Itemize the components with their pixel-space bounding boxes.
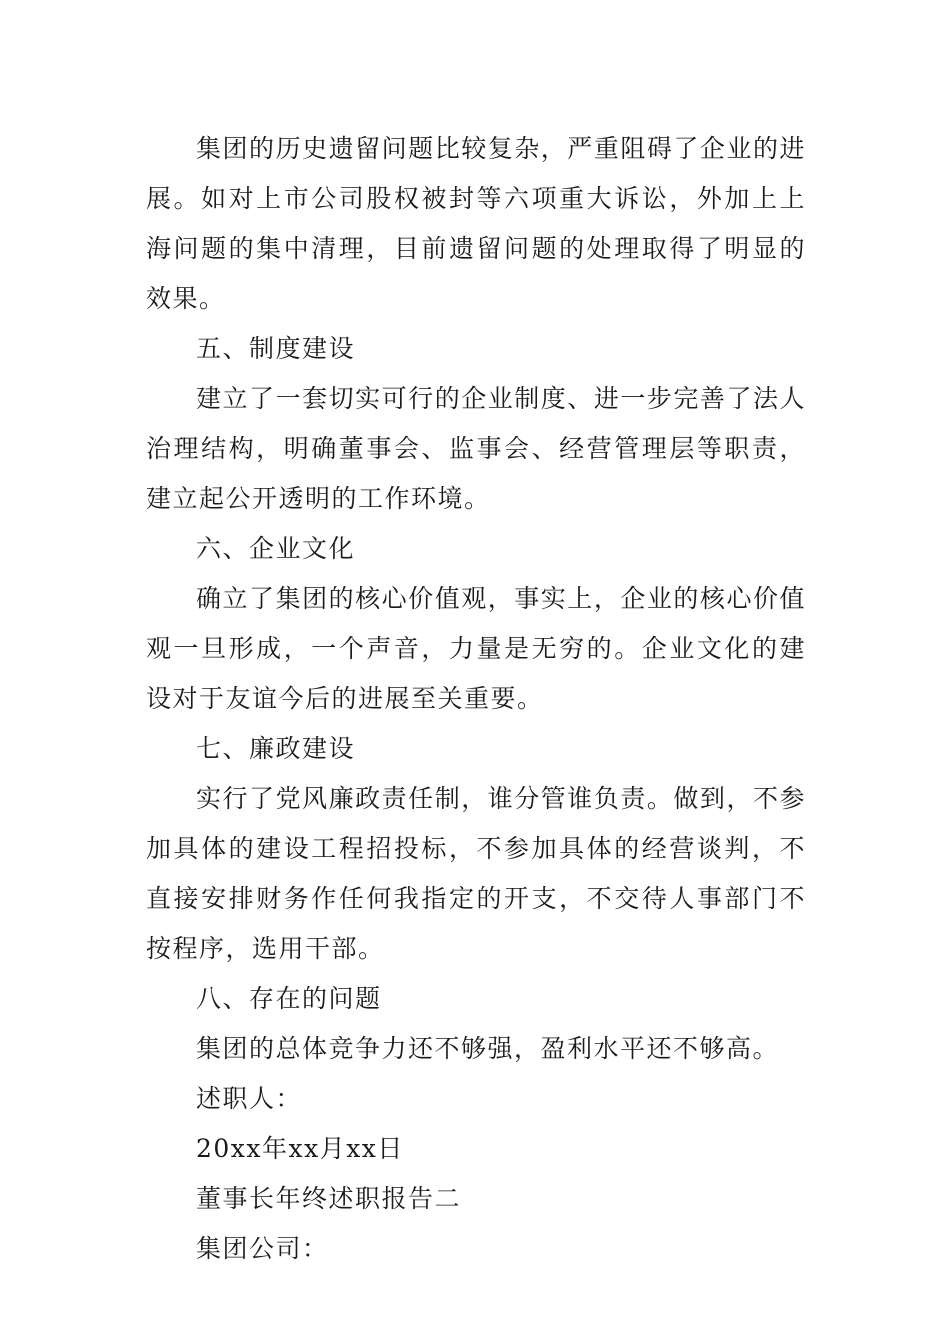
paragraph-existing-problems: 集团的总体竞争力还不够强，盈利水平还不够高。	[196, 1034, 780, 1063]
salutation: 集团公司：	[196, 1234, 329, 1263]
section-heading-existing-problems: 八、存在的问题	[196, 984, 382, 1013]
report-date: 20xx年xx月xx日	[196, 1134, 404, 1163]
paragraph-integrity: 实行了党风廉政责任制，谁分管谁负责。做到，不参加具体的建设工程招投标，不参加具体的经营谈判，不直接安排财务作任何我指定的开支，不交待人事部门不按程序，选用干部。	[146, 784, 806, 963]
report-title-two: 董事长年终述职报告二	[196, 1184, 462, 1213]
paragraph-corporate-culture: 确立了集团的核心价值观，事实上，企业的核心价值观一旦形成，一个声音，力量是无穷的。企业文化的建设对于友谊今后的进展至关重要。	[146, 584, 806, 713]
section-heading-corporate-culture: 六、企业文化	[196, 534, 356, 563]
section-heading-integrity: 七、廉政建设	[196, 734, 356, 763]
reporter-label: 述职人：	[196, 1084, 303, 1113]
section-heading-system-building: 五、制度建设	[196, 334, 356, 363]
paragraph-system-building: 建立了一套切实可行的企业制度、进一步完善了法人治理结构，明确董事会、监事会、经营管理层等职责，建立起公开透明的工作环境。	[146, 384, 806, 513]
document-body	[146, 124, 806, 1274]
paragraph-legacy-issues: 集团的历史遗留问题比较复杂，严重阻碍了企业的进展。如对上市公司股权被封等六项重大诉讼，外加上上海问题的集中清理，目前遗留问题的处理取得了明显的效果。	[146, 134, 806, 313]
